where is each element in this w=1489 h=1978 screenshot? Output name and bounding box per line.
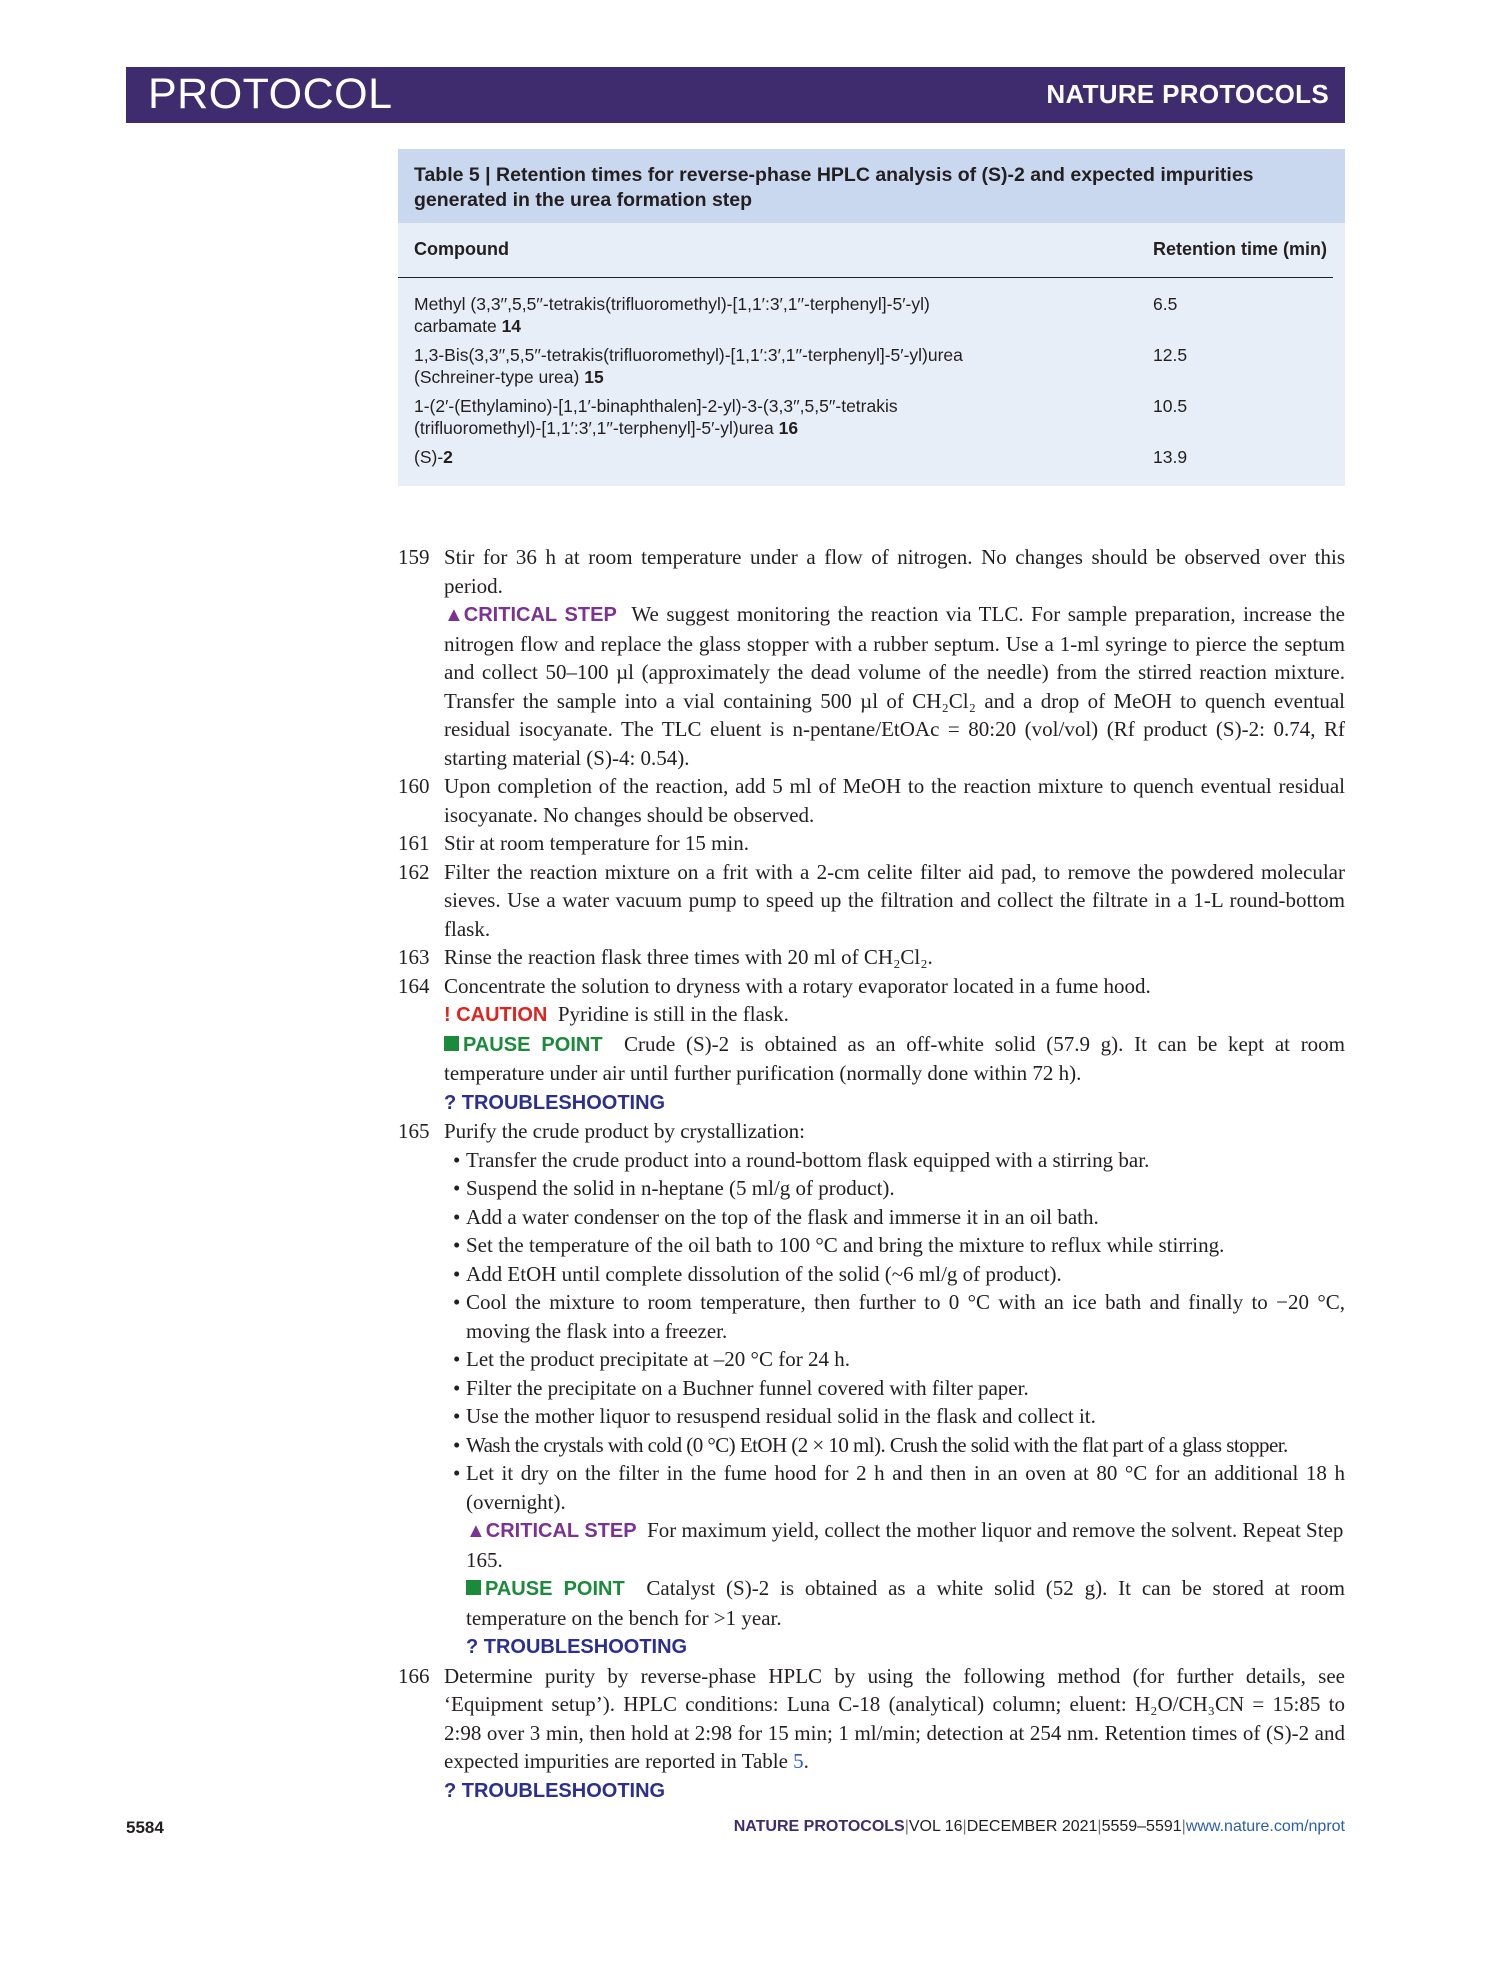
step-number: 165 <box>398 1119 430 1143</box>
critical-step-note <box>398 600 1345 772</box>
list-item: • Filter the precipitate on a Buchner funnel covered with filter paper. <box>398 1374 1345 1403</box>
compound-cell <box>414 446 1054 468</box>
list-item: • Wash the crystals with cold (0 °C) EtOH (2 × 10 ml). Crush the solid with the flat part of a glass stopper. <box>398 1431 1345 1460</box>
pause-square-icon <box>444 1036 459 1051</box>
step-number: 163 <box>398 945 430 969</box>
column-header-retention-time: Retention time (min) <box>1153 239 1327 259</box>
list-item: • Use the mother liquor to resuspend residual solid in the flask and collect it. <box>398 1402 1345 1431</box>
critical-step-note <box>398 1516 1345 1574</box>
step-text: Stir for 36 h at room temperature under a flow of nitrogen. No changes should be observed over this period. <box>444 545 1345 598</box>
list-item: • Set the temperature of the oil bath to 100 °C and bring the mixture to reflux while stirring. <box>398 1231 1345 1260</box>
compound-name-line2: carbamate <box>414 316 497 336</box>
critical-text: We suggest monitoring the reaction via TLC. For sample preparation, increase the nitrogen flow and replace the glass stopper with a rubber septum. Use a 1-ml syringe to pierce the septum and collect 50–100 µl (approximately the dead volume of the needle) from the stirred reaction mixture. Transfer the sample into a vial containing 500 µl of CH₂Cl₂ and a drop of MeOH to quench eventual residual isocyanate. The TLC eluent is n-pentane/EtOAc = 80:20 (vol/vol) (Rf product (S)-2: 0.74, Rf starting material (S)-4: 0.54). <box>444 602 1345 770</box>
caution-label: ! CAUTION <box>444 1004 548 1026</box>
troubleshooting-label: ? TROUBLESHOOTING <box>444 1779 666 1802</box>
table-caption <box>398 149 1345 223</box>
compound-cell <box>414 395 1054 439</box>
list-item: • Cool the mixture to room temperature, then further to 0 °C with an ice bath and finally to −20 °C, moving the flask into a freezer. <box>398 1288 1345 1345</box>
triangle-icon: ▲ <box>466 1520 486 1542</box>
list-item: • Suspend the solid in n-heptane (5 ml/g of product). <box>398 1174 1345 1203</box>
retention-time-cell: 10.5 <box>1153 396 1188 416</box>
step-163 <box>398 943 1345 972</box>
compound-id: 14 <box>501 316 522 336</box>
table-5 <box>398 149 1345 486</box>
column-header-compound: Compound <box>414 239 509 259</box>
footer-journal: NATURE PROTOCOLS <box>733 1818 905 1835</box>
table-caption-text: Retention times for reverse-phase HPLC analysis of (S)-2 and expected impurities generated in the urea formation step <box>414 164 1254 211</box>
page-number: 5584 <box>126 1818 164 1837</box>
step-text-end: . <box>803 1749 809 1773</box>
journal-title: NATURE PROTOCOLS <box>1046 79 1329 109</box>
pause-square-icon <box>466 1580 481 1595</box>
compound-cell <box>414 344 1054 388</box>
list-item: • Add EtOH until complete dissolution of the solid (~6 ml/g of product). <box>398 1260 1345 1289</box>
step-165 <box>398 1117 1345 1146</box>
pause-text: Crude (S)-2 is obtained as an off-white solid (57.9 g). It can be kept at room temperature under air until further purification (normally done within 72 h). <box>444 1031 1346 1085</box>
compound-id: 2 <box>443 447 453 467</box>
step-text: Purify the crude product by crystallization: <box>444 1119 805 1143</box>
critical-label: ▲CRITICAL STEP <box>466 1520 637 1542</box>
critical-text: For maximum yield, collect the mother liquor and remove the solvent. Repeat Step 165. <box>466 1518 1344 1572</box>
footer-date: DECEMBER 2021 <box>966 1818 1098 1835</box>
footer-volume: VOL 16 <box>908 1818 963 1835</box>
step-text: Filter the reaction mixture on a frit with a 2-cm celite filter aid pad, to remove the powdered molecular sieves. Use a water vacuum pump to speed up the filtration and collect the filtrate in a 1-L round-bottom flask. <box>444 859 1345 941</box>
step-160 <box>398 772 1345 829</box>
compound-id: 16 <box>778 418 799 438</box>
step-number: 162 <box>398 859 430 884</box>
troubleshooting-link[interactable] <box>398 1776 1345 1806</box>
table-reference-link[interactable]: 5 <box>793 1749 804 1773</box>
compound-cell <box>414 293 1054 337</box>
step-text: Upon completion of the reaction, add 5 ml of MeOH to the reaction mixture to quench eventual residual isocyanate. No changes should be observed. <box>444 774 1345 827</box>
section-title: PROTOCOL <box>148 70 393 118</box>
list-item: • Let it dry on the filter in the fume hood for 2 h and then in an oven at 80 °C for an additional 18 h (overnight). <box>398 1459 1345 1516</box>
compound-name-line1: 1,3-Bis(3,3′′,5,5′′-tetrakis(trifluoromethyl)-[1,1′:3′,1′′-terphenyl]-5′-yl)urea <box>414 345 963 365</box>
step-161 <box>398 829 1345 858</box>
step-159 <box>398 543 1345 600</box>
troubleshooting-link[interactable] <box>398 1088 1345 1118</box>
footer-citation: NATURE PROTOCOLS|VOL 16|DECEMBER 2021|5559–5591|www.nature.com/nprot <box>733 1818 1345 1835</box>
caution-note <box>398 1000 1345 1030</box>
compound-id: 15 <box>584 367 604 387</box>
compound-name-line1: Methyl (3,3′′,5,5′′-tetrakis(trifluoromethyl)-[1,1′:3′,1′′-terphenyl]-5′-yl) <box>414 294 930 314</box>
step-number: 164 <box>398 973 430 998</box>
table-divider <box>398 277 1333 278</box>
page-header <box>126 67 1345 123</box>
retention-time-cell: 13.9 <box>1153 447 1188 467</box>
step-number: 159 <box>398 545 430 569</box>
compound-name-line1: 1-(2′-(Ethylamino)-[1,1′-binaphthalen]-2-yl)-3-(3,3′′,5,5′′-tetrakis <box>414 396 898 416</box>
compound-name-line1: (S)- <box>414 447 444 467</box>
troubleshooting-label: ? TROUBLESHOOTING <box>444 1091 666 1114</box>
compound-name-line2: (trifluoromethyl)-[1,1′:3′,1′′-terphenyl]-5′-yl)urea <box>414 418 774 438</box>
pause-label: PAUSE POINT <box>466 1578 625 1600</box>
step-text: Concentrate the solution to dryness with a rotary evaporator located in a fume hood. <box>444 973 1151 998</box>
footer-pages: 5559–5591 <box>1101 1818 1182 1835</box>
retention-time-cell: 6.5 <box>1153 294 1178 314</box>
step-166 <box>398 1662 1345 1776</box>
table-caption-label: Table 5 | <box>414 164 491 186</box>
step-number: 166 <box>398 1663 430 1688</box>
triangle-icon: ▲ <box>444 604 464 626</box>
pause-point-note <box>398 1030 1345 1088</box>
step-number: 160 <box>398 774 430 798</box>
troubleshooting-link[interactable] <box>398 1632 1345 1662</box>
troubleshooting-label: ? TROUBLESHOOTING <box>466 1636 688 1658</box>
step-number: 161 <box>398 831 430 855</box>
caution-text: Pyridine is still in the flask. <box>557 1002 789 1026</box>
step-164 <box>398 972 1345 1001</box>
retention-time-cell: 12.5 <box>1153 345 1188 365</box>
step-text: Determine purity by reverse-phase HPLC by using the following method (for further details, see ‘Equipment setup’). HPLC conditions: Luna C-18 (analytical) column; eluent: H₂O/CH₃CN = 15:85 to 2:98 over 3 min, then hold at 2:98 for 15 min; 1 ml/min; detection at 254 nm. Retention times of (S)-2 and expected impurities are reported in Table <box>444 1663 1345 1773</box>
footer-url-link[interactable]: www.nature.com/nprot <box>1185 1818 1345 1835</box>
step-text: Rinse the reaction flask three times with 20 ml of CH₂Cl₂. <box>444 945 933 969</box>
procedure-steps <box>398 543 1345 1805</box>
list-item: • Add a water condenser on the top of the flask and immerse it in an oil bath. <box>398 1203 1345 1232</box>
step-162 <box>398 858 1345 944</box>
pause-point-note <box>398 1574 1345 1632</box>
step-text: Stir at room temperature for 15 min. <box>444 831 750 855</box>
pause-text: Catalyst (S)-2 is obtained as a white solid (52 g). It can be stored at room temperature on the bench for >1 year. <box>466 1576 1346 1630</box>
list-item: • Transfer the crude product into a round-bottom flask equipped with a stirring bar. <box>398 1146 1345 1175</box>
compound-name-line2: (Schreiner-type urea) <box>414 367 580 387</box>
critical-label: ▲CRITICAL STEP <box>444 604 617 626</box>
list-item: • Let the product precipitate at –20 °C for 24 h. <box>398 1345 1345 1374</box>
pause-label: PAUSE POINT <box>444 1034 603 1056</box>
